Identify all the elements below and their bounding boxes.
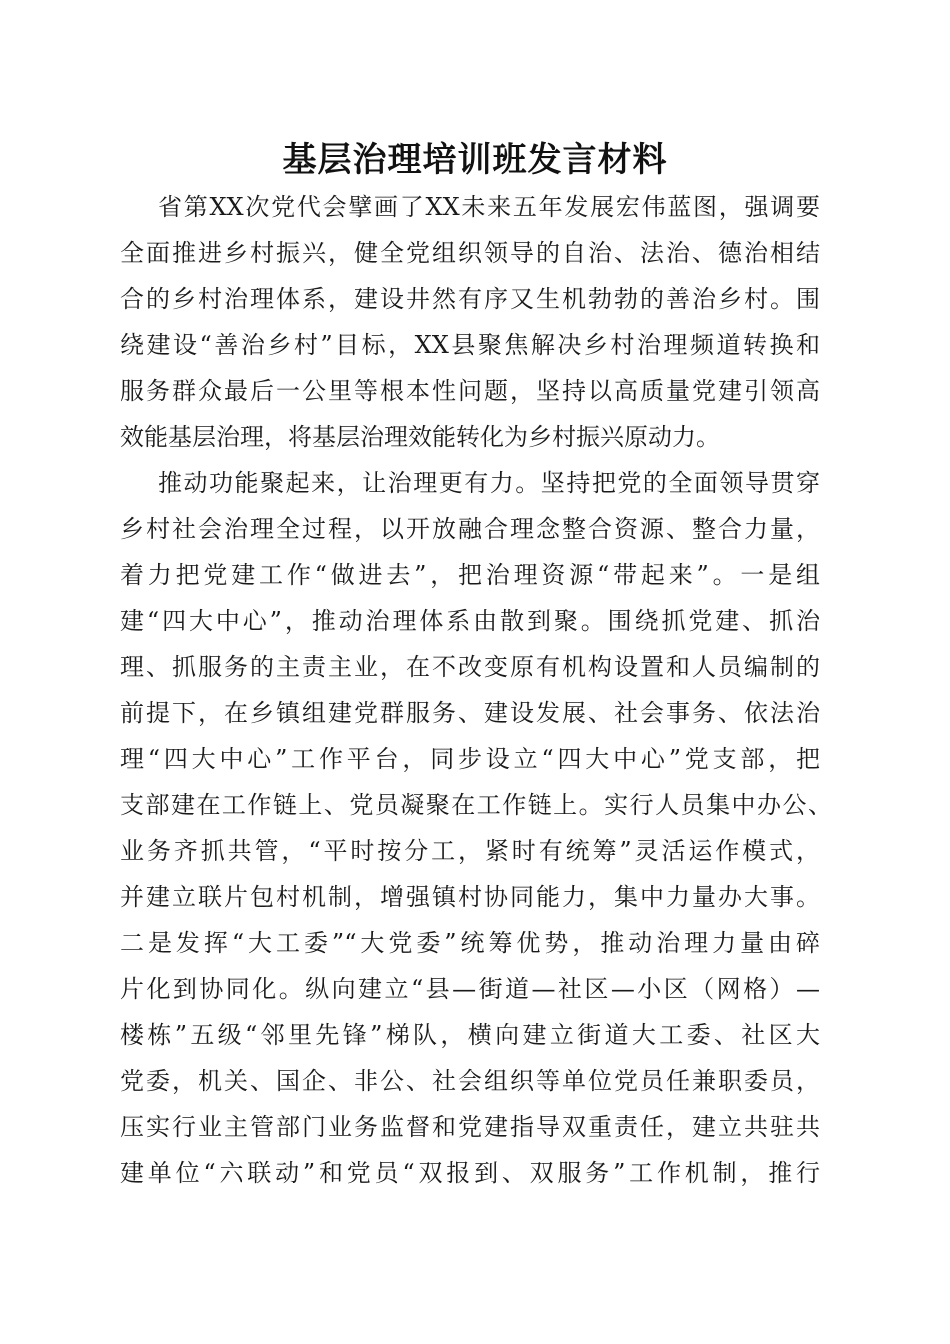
text-line: 支部建在工作链上、党员凝聚在工作链上。实行人员集中办公、 xyxy=(120,791,832,819)
text-line: 并建立联片包村机制，增强镇村协同能力，集中力量办大事。 xyxy=(120,883,820,911)
text-line: 党委，机关、国企、非公、社会组织等单位党员任兼职委员， xyxy=(120,1067,820,1095)
text-line: 省第XX次党代会擘画了XX未来五年发展宏伟蓝图，强调要 xyxy=(158,193,820,221)
text-line: 压实行业主管部门业务监督和党建指导双重责任，建立共驻共 xyxy=(120,1113,820,1141)
document-title: 基层治理培训班发言材料 xyxy=(282,140,668,180)
text-line: 业务齐抓共管，“平时按分工，紧时有统筹”灵活运作模式， xyxy=(120,837,820,865)
text-line: 推动功能聚起来，让治理更有力。坚持把党的全面领导贯穿 xyxy=(158,469,820,497)
text-line: 理“四大中心”工作平台，同步设立“四大中心”党支部，把 xyxy=(120,745,820,773)
text-line: 楼栋”五级“邻里先锋”梯队，横向建立街道大工委、社区大 xyxy=(120,1021,820,1049)
text-line: 效能基层治理，将基层治理效能转化为乡村振兴原动力。 xyxy=(120,423,720,451)
text-line: 理、抓服务的主责主业，在不改变原有机构设置和人员编制的 xyxy=(120,653,820,681)
text-line: 片化到协同化。纵向建立“县—街道—社区—小区（网格）— xyxy=(120,975,820,1003)
text-line: 着力把党建工作“做进去”，把治理资源“带起来”。一是组 xyxy=(120,561,820,589)
text-line: 前提下，在乡镇组建党群服务、建设发展、社会事务、依法治 xyxy=(120,699,820,727)
text-line: 合的乡村治理体系，建设井然有序又生机勃勃的善治乡村。围 xyxy=(120,285,820,313)
text-line: 服务群众最后一公里等根本性问题，坚持以高质量党建引领高 xyxy=(120,377,820,405)
text-line: 二是发挥“大工委”“大党委”统筹优势，推动治理力量由碎 xyxy=(120,929,820,957)
text-line: 绕建设“善治乡村”目标，XX县聚焦解决乡村治理频道转换和 xyxy=(120,331,820,359)
text-line: 建单位“六联动”和党员“双报到、双服务”工作机制，推行 xyxy=(120,1159,820,1187)
text-line: 乡村社会治理全过程，以开放融合理念整合资源、整合力量， xyxy=(120,515,820,543)
text-line: 建“四大中心”，推动治理体系由散到聚。围绕抓党建、抓治 xyxy=(120,607,820,635)
text-line: 全面推进乡村振兴，健全党组织领导的自治、法治、德治相结 xyxy=(120,239,820,267)
